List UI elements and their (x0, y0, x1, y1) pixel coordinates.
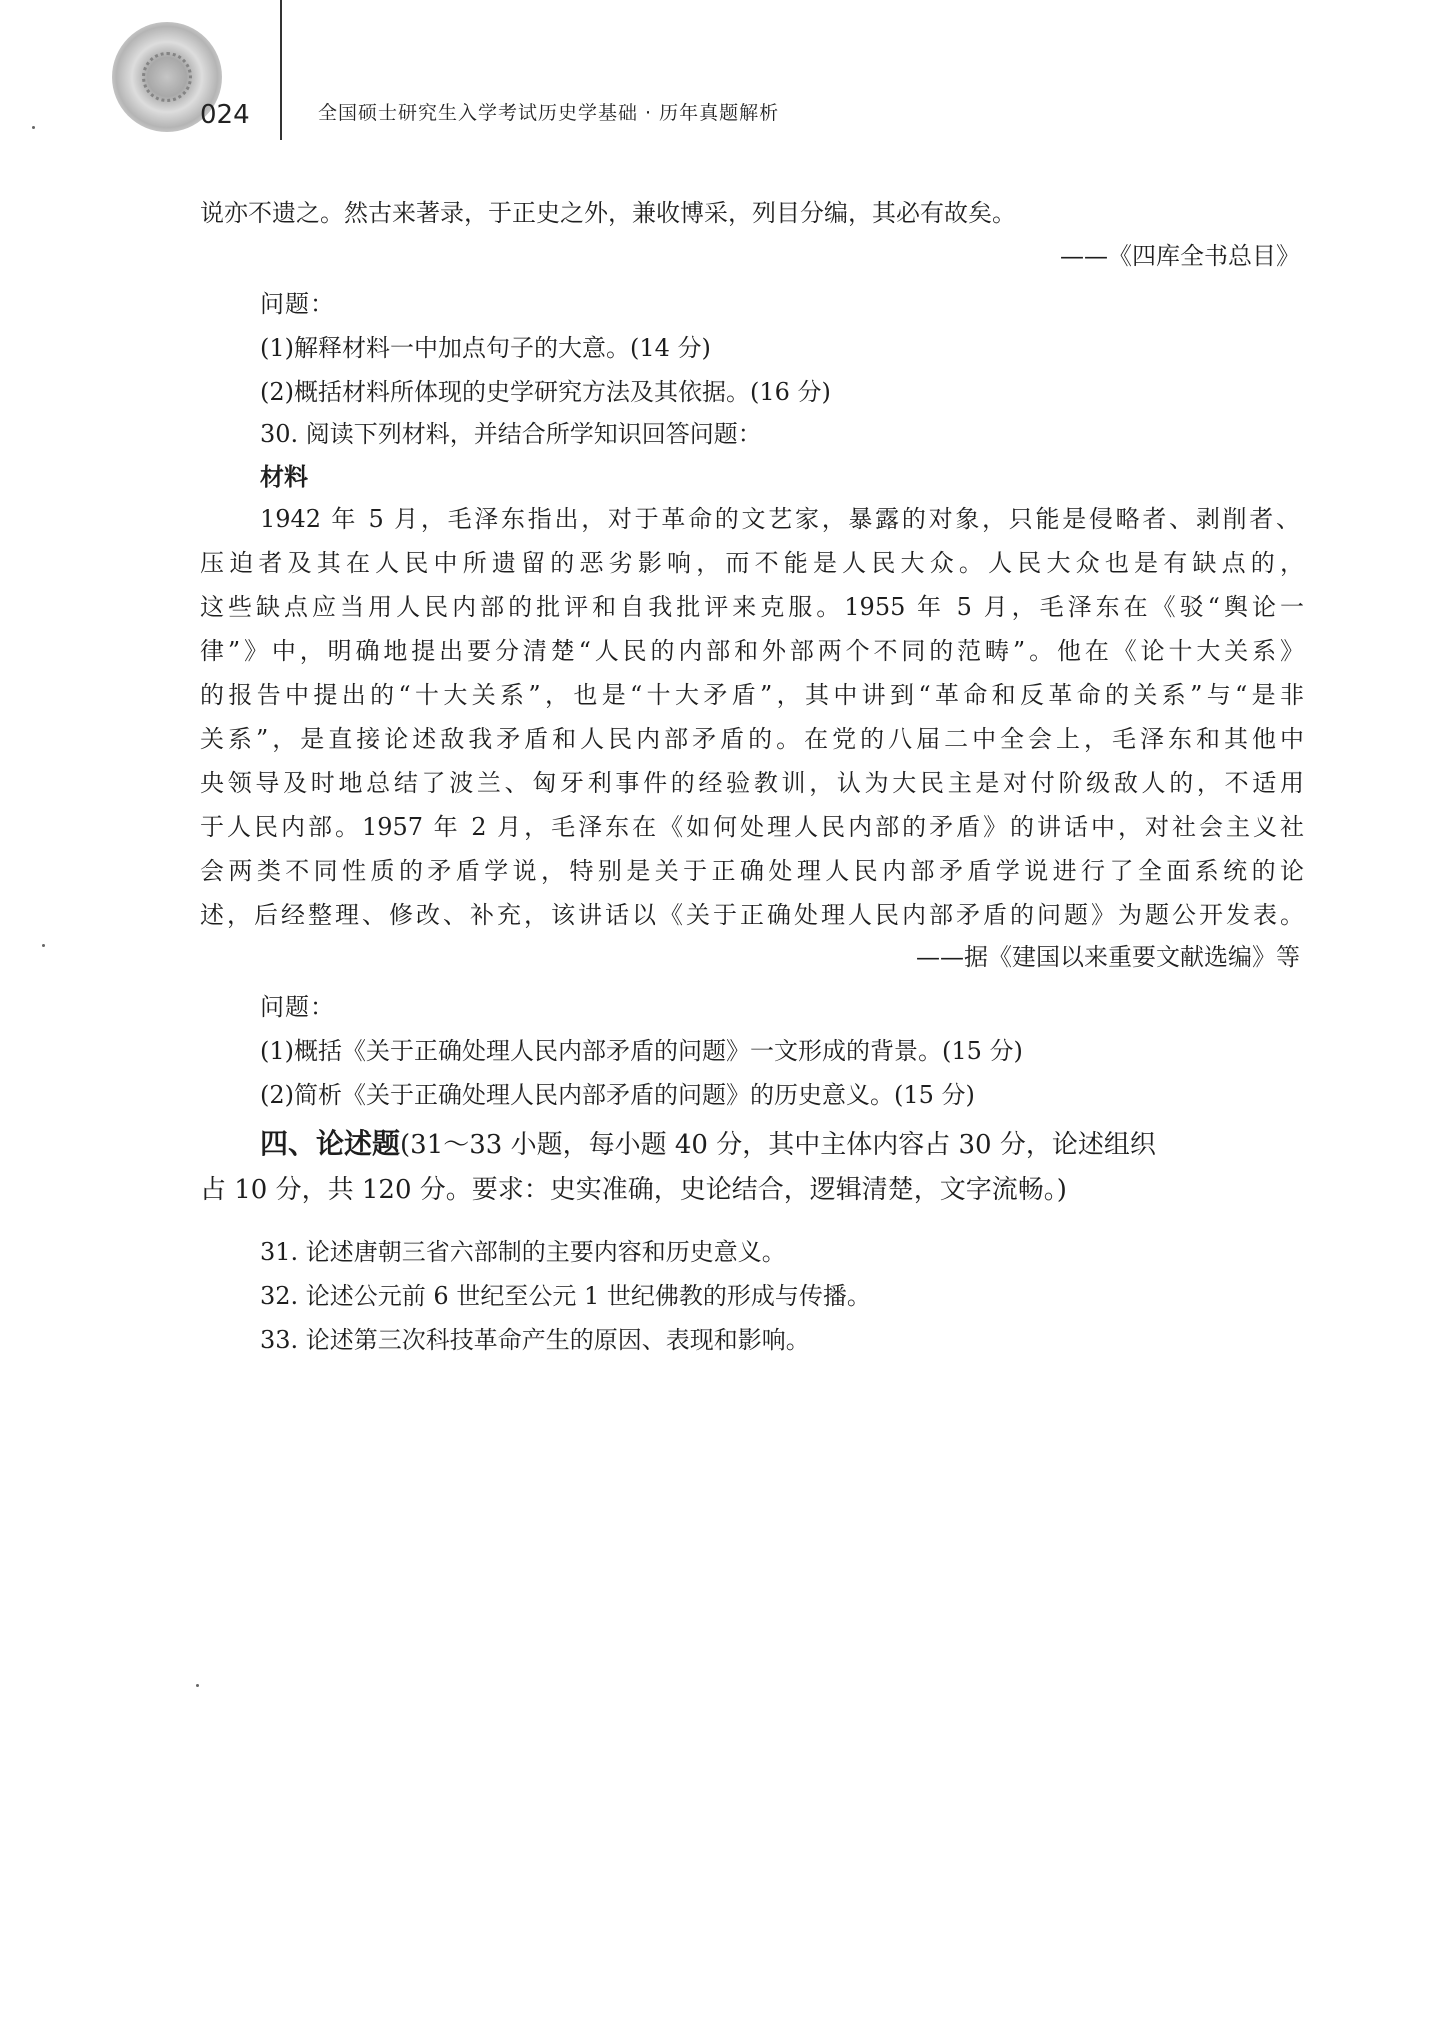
q30-material-line: 央领导及时地总结了波兰、匈牙利事件的经验教训，认为大民主是对付阶级敌人的，不适用 (200, 769, 1304, 797)
q29-tail-text: 说亦不遗之。然古来著录，于正史之外，兼收博采，列目分编，其必有故矣。 (200, 199, 1016, 227)
q30-material-line: 述，后经整理、修改、补充，该讲话以《关于正确处理人民内部矛盾的问题》为题公开发表。 (200, 901, 1304, 929)
q30-material-line: 的报告中提出的“十大关系”，也是“十大矛盾”，其中讲到“革命和反革命的关系”与“是非 (200, 681, 1304, 709)
essay-question-31: 31. 论述唐朝三省六部制的主要内容和历史意义。 (260, 1238, 786, 1266)
q29-source-citation: ——《四库全书总目》 (1060, 242, 1300, 270)
q30-question-2: (2)简析《关于正确处理人民内部矛盾的问题》的历史意义。(15 分) (260, 1081, 975, 1109)
logo-emblem (142, 52, 192, 102)
q29-questions-label: 问题： (260, 290, 335, 318)
running-book-title: 全国硕士研究生入学考试历史学基础 · 历年真题解析 (318, 102, 780, 124)
page-number: 024 (200, 100, 250, 130)
q30-source-citation: ——据《建国以来重要文献选编》等 (916, 943, 1300, 971)
q30-question-1: (1)概括《关于正确处理人民内部矛盾的问题》一文形成的背景。(15 分) (260, 1037, 1023, 1065)
q30-material-line: 这些缺点应当用人民内部的批评和自我批评来克服。1955 年 5 月，毛泽东在《驳“舆论一 (200, 593, 1304, 621)
q30-material-line: 压迫者及其在人民中所遗留的恶劣影响，而不能是人民大众。人民大众也是有缺点的， (200, 549, 1304, 577)
essay-question-32: 32. 论述公元前 6 世纪至公元 1 世纪佛教的形成与传播。 (260, 1282, 871, 1310)
scan-speck (32, 126, 35, 129)
q30-material-line: 关系”，是直接论述敌我矛盾和人民内部矛盾的。在党的八届二中全会上，毛泽东和其他中 (200, 725, 1304, 753)
section-4-heading: 四、论述题 (260, 1127, 401, 1160)
scan-speck (196, 1684, 199, 1687)
q30-questions-label: 问题： (260, 993, 335, 1021)
q30-material-line: 1942 年 5 月，毛泽东指出，对于革命的文艺家，暴露的对象，只能是侵略者、剥削者、 (260, 505, 1300, 533)
q30-material-label: 材料 (260, 462, 308, 491)
scan-speck (42, 944, 45, 947)
q29-question-1: (1)解释材料一中加点句子的大意。(14 分) (260, 334, 711, 362)
page-header (0, 0, 1434, 160)
q30-material-line: 律”》中，明确地提出要分清楚“人民的内部和外部两个不同的范畴”。他在《论十大关系》 (200, 637, 1304, 665)
q30-material-line: 会两类不同性质的矛盾学说，特别是关于正确处理人民内部矛盾学说进行了全面系统的论 (200, 857, 1304, 885)
section-4-instructions: (31～33 小题，每小题 40 分，其中主体内容占 30 分，论述组织 (400, 1130, 1156, 1160)
section-4-instructions-cont: 占 10 分，共 120 分。要求：史实准确，史论结合，逻辑清楚，文字流畅。) (200, 1175, 1067, 1205)
q30-prompt: 30. 阅读下列材料，并结合所学知识回答问题： (260, 420, 762, 448)
section-4-heading-row (260, 1128, 1156, 1161)
q29-question-2: (2)概括材料所体现的史学研究方法及其依据。(16 分) (260, 378, 831, 406)
essay-question-33: 33. 论述第三次科技革命产生的原因、表现和影响。 (260, 1326, 810, 1354)
q30-material-line: 于人民内部。1957 年 2 月，毛泽东在《如何处理人民内部的矛盾》的讲话中，对社会主义社 (200, 813, 1304, 841)
header-divider (280, 0, 282, 140)
